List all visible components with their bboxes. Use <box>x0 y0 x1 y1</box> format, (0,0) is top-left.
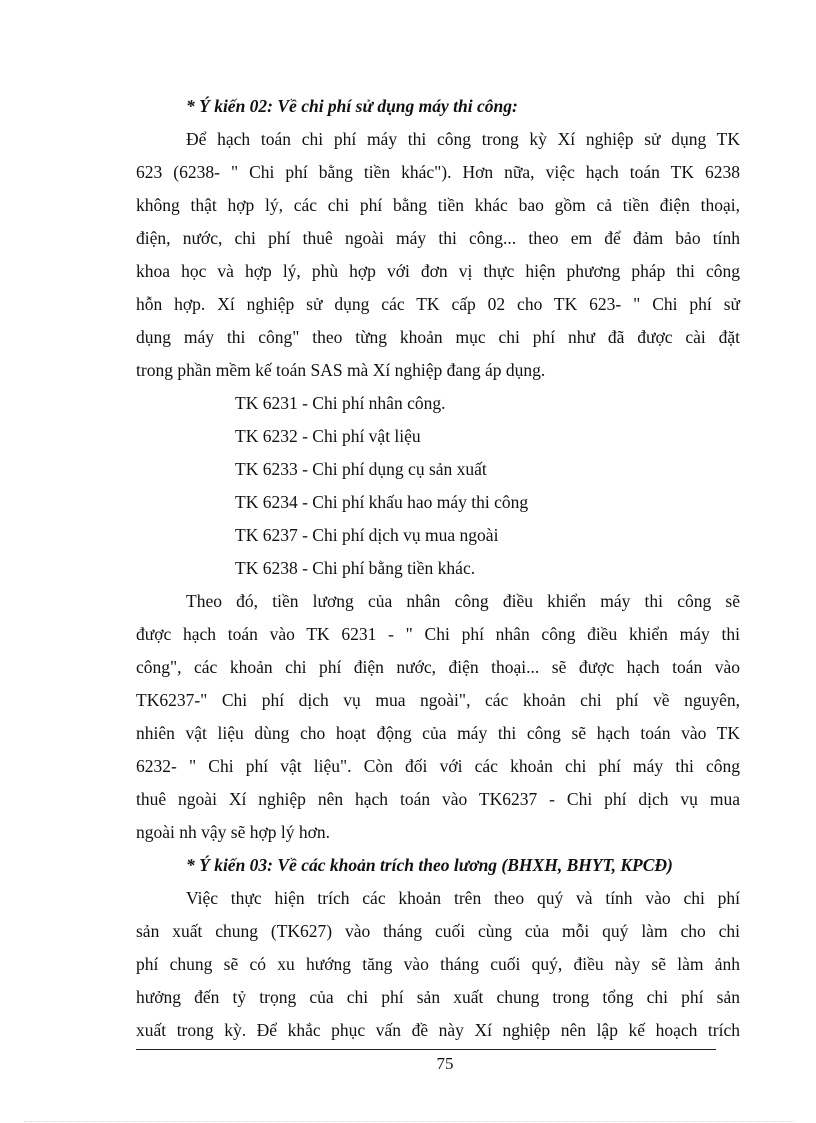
paragraph-line: 6232- " Chi phí vật liệu". Còn đối với các khoản chi phí máy thi công <box>136 756 740 776</box>
paragraph-line: Việc thực hiện trích các khoản trên theo quý và tính vào chi phí <box>186 888 740 908</box>
paragraph-line: trong phần mềm kế toán SAS mà Xí nghiệp đang áp dụng. <box>136 360 546 380</box>
footer-rule <box>136 1049 716 1050</box>
page-number: 75 <box>436 1054 454 1073</box>
paragraph-line: công", các khoản chi phí điện nước, điện thoại... sẽ được hạch toán vào <box>136 657 740 677</box>
paragraph-line: hỗn hợp. Xí nghiệp sử dụng các TK cấp 02 cho TK 623- " Chi phí sử <box>136 294 740 314</box>
paragraph-line: sản xuất chung (TK627) vào tháng cuối cùng của mỗi quý làm cho chi <box>136 921 740 941</box>
paragraph-line: điện, nước, chi phí thuê ngoài máy thi công... theo em để đảm bảo tính <box>136 228 740 248</box>
paragraph-line: Theo đó, tiền lương của nhân công điều khiển máy thi công sẽ <box>186 591 740 611</box>
account-list-item: TK 6234 - Chi phí khấu hao máy thi công <box>235 492 529 512</box>
account-list-item: TK 6233 - Chi phí dụng cụ sản xuất <box>235 459 487 479</box>
heading-opinion-03: * Ý kiến 03: Về các khoản trích theo lương (BHXH, BHYT, KPCĐ) <box>186 855 673 875</box>
account-list-item: TK 6231 - Chi phí nhân công. <box>235 393 446 413</box>
account-list-item: TK 6232 - Chi phí vật liệu <box>235 426 421 446</box>
paragraph-line: xuất trong kỳ. Để khắc phục vấn đề này Xí nghiệp nên lập kế hoạch trích <box>136 1020 740 1040</box>
paragraph-line: không thật hợp lý, các chi phí bằng tiền khác bao gồm cả tiền điện thoại, <box>136 195 740 215</box>
account-list-item: TK 6238 - Chi phí bằng tiền khác. <box>235 558 476 578</box>
paragraph-line: ngoài nh vậy sẽ hợp lý hơn. <box>136 822 330 842</box>
paragraph-line: dụng máy thi công" theo từng khoản mục chi phí như đã được cài đặt <box>136 327 740 347</box>
paragraph-line: TK6237-" Chi phí dịch vụ mua ngoài", các khoản chi phí về nguyên, <box>136 690 740 710</box>
paragraph-line: được hạch toán vào TK 6231 - " Chi phí nhân công điều khiển máy thi <box>136 624 740 644</box>
paragraph-line: khoa học và hợp lý, phù hợp với đơn vị thực hiện phương pháp thi công <box>136 261 740 281</box>
paragraph-line: hưởng đến tỷ trọng của chi phí sản xuất chung trong tổng chi phí sản <box>136 987 740 1007</box>
paragraph-line: phí chung sẽ có xu hướng tăng vào tháng cuối quý, điều này sẽ làm ảnh <box>136 954 740 974</box>
heading-opinion-02: * Ý kiến 02: Về chi phí sử dụng máy thi công: <box>186 96 518 116</box>
account-list-item: TK 6237 - Chi phí dịch vụ mua ngoài <box>235 525 499 545</box>
paragraph-line: thuê ngoài Xí nghiệp nên hạch toán vào TK6237 - Chi phí dịch vụ mua <box>136 789 740 809</box>
paragraph-line: 623 (6238- " Chi phí bằng tiền khác"). Hơn nữa, việc hạch toán TK 6238 <box>136 162 740 182</box>
page-edge-divider <box>24 1121 794 1122</box>
paragraph-line: nhiên vật liệu dùng cho hoạt động của máy thi công sẽ hạch toán vào TK <box>136 723 740 743</box>
paragraph-line: Để hạch toán chi phí máy thi công trong kỳ Xí nghiệp sử dụng TK <box>186 129 740 149</box>
